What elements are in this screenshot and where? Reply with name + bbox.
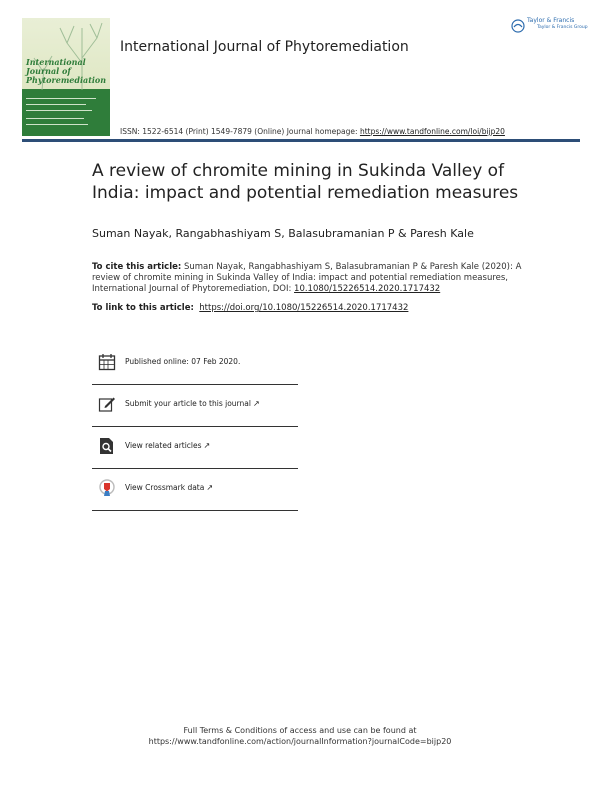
publisher-group: Taylor & Francis Group [537,25,588,30]
publisher-logo[interactable] [511,17,588,35]
crossmark-icon [98,479,116,497]
journal-name: International Journal of Phytoremediation [120,39,409,55]
header-rule [22,139,580,142]
issn-text: ISSN: 1522-6514 (Print) 1549-7879 (Online) Journal homepage: [120,127,360,136]
cover-line [26,118,84,119]
submit-article-label: Submit your article to this journal [125,399,251,408]
article-authors: Suman Nayak, Rangabhashiyam S, Balasubramanian P & Paresh Kale [92,227,474,240]
cover-line [26,110,92,111]
published-online-text: Published online: 07 Feb 2020. [125,357,241,366]
related-articles-link[interactable] [125,441,210,450]
calendar-icon [98,353,116,371]
article-link[interactable]: https://doi.org/10.1080/15226514.2020.1717432 [199,303,409,313]
crossmark-row[interactable] [92,469,298,511]
cover-line [26,104,86,105]
related-articles-row[interactable] [92,427,298,469]
article-title: A review of chromite mining in Sukinda Valley of India: impact and potential remediation measures [92,161,519,203]
submit-article-row[interactable] [92,385,298,427]
footer-terms-link[interactable]: https://www.tandfonline.com/action/journalInformation?journalCode=bijp20 [148,737,452,746]
citation [92,262,522,295]
crossmark-label: View Crossmark data [125,483,205,492]
journal-cover [22,18,110,136]
issn-line [120,127,505,136]
citation-text: Suman Nayak, Rangabhashiyam S, Balasubramanian P & Paresh Kale (2020): A review of chromite mining in Sukinda Valley of India: impact and potential remediation measures, International Journal of Phytoremediation, DOI: [92,262,522,294]
footer [0,725,600,747]
related-articles-icon [98,437,116,455]
cover-line [26,124,88,125]
submit-article-link[interactable] [125,399,260,408]
publisher-name: Taylor & Francis [527,17,575,24]
publisher-logo-icon [511,19,525,33]
cover-line [26,98,96,99]
citation-label: To cite this article: [92,262,182,272]
related-articles-label: View related articles [125,441,202,450]
edit-icon [98,395,116,413]
journal-homepage-link[interactable]: https://www.tandfonline.com/loi/bijp20 [359,127,505,136]
footer-terms-text: Full Terms & Conditions of access and use can be found at [183,726,417,735]
external-link-icon: ↗ [252,399,260,408]
crossmark-link[interactable] [125,483,213,492]
cover-title: International Journal of Phytoremediation [26,57,107,85]
published-online-row [92,343,298,385]
article-actions [92,343,298,511]
article-link-label: To link to this article: [92,303,194,313]
external-link-icon: ↗ [206,483,214,492]
article-link-line [92,303,408,313]
external-link-icon: ↗ [203,441,211,450]
doi-link[interactable]: 10.1080/15226514.2020.1717432 [294,284,441,294]
